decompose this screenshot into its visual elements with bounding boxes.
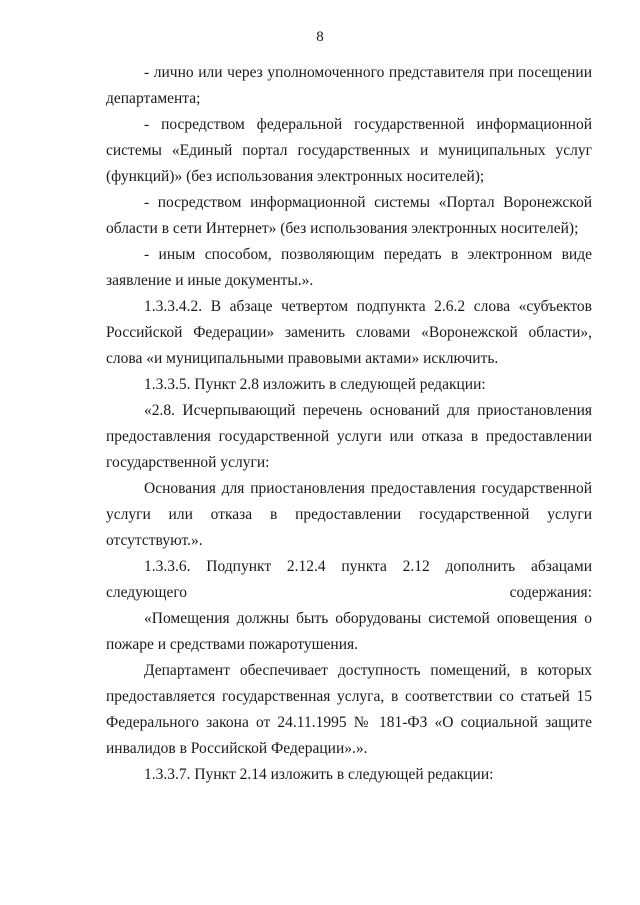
paragraph-amendment-1-3-3-5: 1.3.3.5. Пункт 2.8 изложить в следующей редакции: (144, 376, 486, 393)
paragraph-item-3: - посредством информационной системы «Портал Воронежской области в сети Интернет» (без использования электронных носителей); (106, 194, 592, 237)
paragraph-item-1: - лично или через уполномоченного представителя при посещении департамента; (106, 64, 592, 107)
paragraph-item-2: - посредством федеральной государственной информационной системы «Единый портал государственных и муниципальных услуг (функций)» (без использования электронных носителей); (106, 116, 592, 185)
paragraph-accessibility: Департамент обеспечивает доступность помещений, в которых предоставляется государственная услуга, в соответствии со статьей 15 Федерального закона от 24.11.1995 № 181-ФЗ «О социальной защите инвалидов в Российской Федерации».». (106, 662, 592, 757)
page-number: 8 (316, 29, 324, 45)
paragraph-amendment-1-3-3-7: 1.3.3.7. Пункт 2.14 изложить в следующей редакции: (144, 766, 494, 783)
document-body (106, 60, 592, 788)
paragraph-fire-alarm: «Помещения должны быть оборудованы системой оповещения о пожаре и средствами пожаротушения. (106, 610, 592, 653)
paragraph-grounds: Основания для приостановления предоставления государственной услуги или отказа в предоставлении государственной услуги отсутствуют.». (106, 480, 592, 549)
paragraph-amendment-1-3-3-4-2: 1.3.3.4.2. В абзаце четвертом подпункта 2.6.2 слова «субъектов Российской Федерации» заменить словами «Воронежской области», слова «и муниципальными правовыми актами» исключить. (106, 298, 592, 367)
paragraph-amendment-1-3-3-6: 1.3.3.6. Подпункт 2.12.4 пункта 2.12 дополнить абзацами следующего содержания: (106, 558, 592, 601)
paragraph-quote-2-8: «2.8. Исчерпывающий перечень оснований для приостановления предоставления государственной услуги или отказа в предоставлении государственной услуги: (106, 402, 592, 471)
paragraph-item-4: - иным способом, позволяющим передать в электронном виде заявление и иные документы.». (106, 246, 592, 289)
